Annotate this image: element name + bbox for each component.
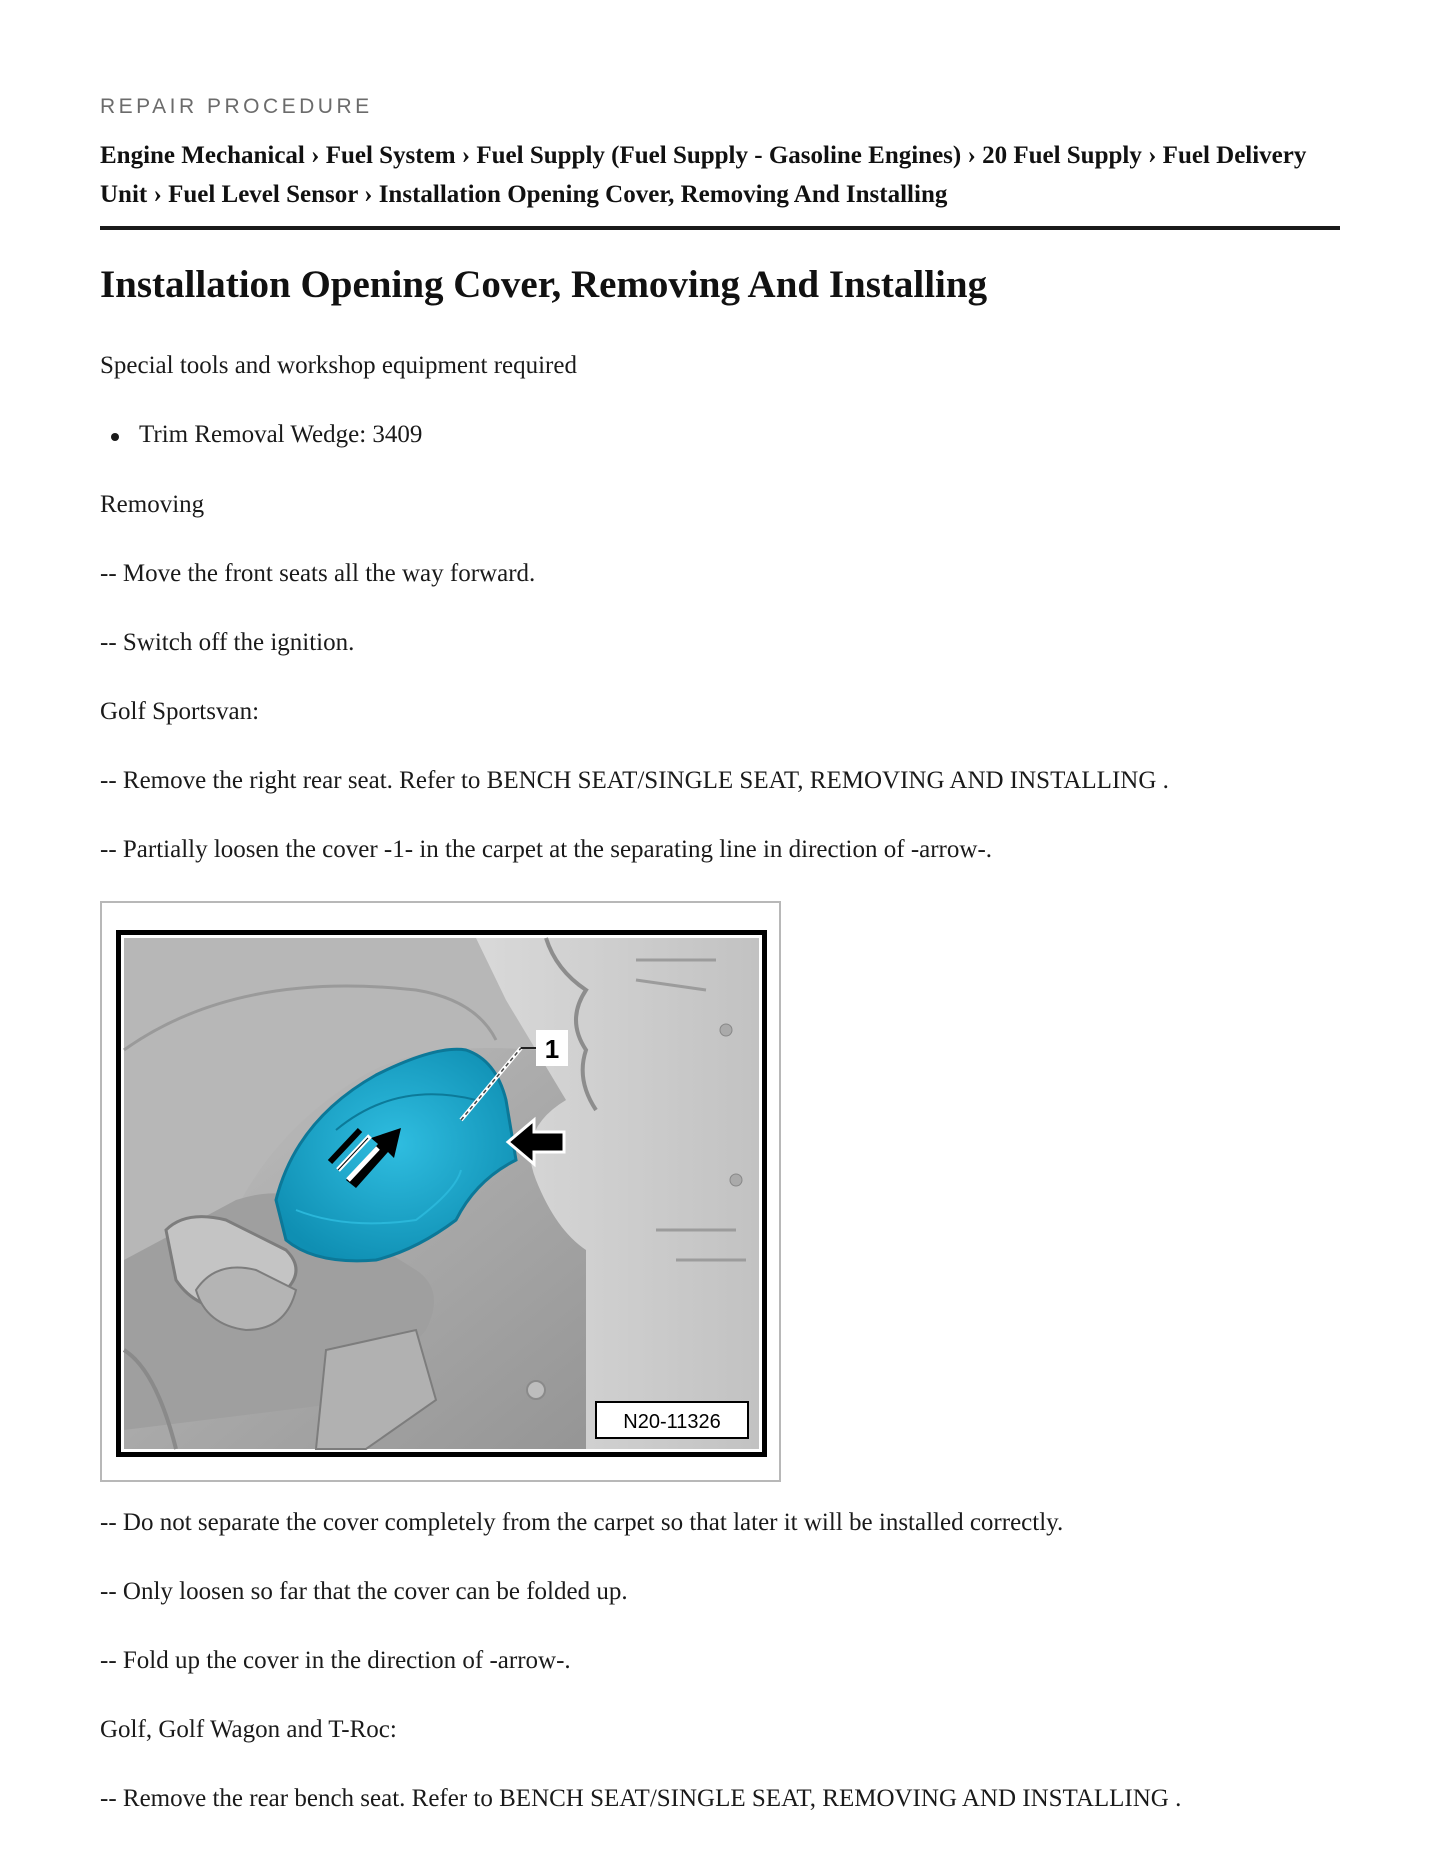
figure-code: N20-11326 (623, 1411, 721, 1433)
illustration-figure (100, 901, 781, 1482)
breadcrumb-link-fuel-system[interactable]: Fuel System (325, 142, 456, 169)
breadcrumb-link-current-page[interactable]: Installation Opening Cover, Removing And Installing (378, 181, 948, 208)
step-text: -- Do not separate the cover completely from the carpet so that later it will be installed correctly. (100, 1509, 1064, 1536)
breadcrumb-separator: › (364, 181, 379, 208)
callout-label: 1 (544, 1034, 560, 1064)
breadcrumb-link-fuel-supply[interactable]: Fuel Supply (Fuel Supply - Gasoline Engines) (476, 142, 962, 169)
step-text: -- Move the front seats all the way forward. (100, 560, 536, 587)
breadcrumb (100, 136, 1340, 214)
header-divider (100, 226, 1340, 230)
bullet-icon (111, 433, 119, 441)
removing-heading: Removing (100, 491, 205, 518)
breadcrumb-separator: › (153, 181, 169, 208)
breadcrumb-link-fuel-level-sensor[interactable]: Fuel Level Sensor (168, 181, 358, 208)
cover-illustration (116, 930, 767, 1457)
list-item (100, 421, 422, 449)
step-text: -- Remove the right rear seat. Refer to BENCH SEAT/SINGLE SEAT, REMOVING AND INSTALLING . (100, 767, 1169, 794)
intro-text: Special tools and workshop equipment required (100, 352, 577, 379)
breadcrumb-link-fuel-delivery-unit[interactable]: Fuel Delivery Unit (100, 142, 1307, 208)
breadcrumb-link-engine-mechanical[interactable]: Engine Mechanical (100, 142, 305, 169)
tool-label: Trim Removal Wedge: 3409 (139, 421, 423, 448)
golf-heading: Golf, Golf Wagon and T-Roc: (100, 1716, 397, 1743)
section-kicker: REPAIR PROCEDURE (100, 95, 373, 118)
breadcrumb-separator: › (967, 142, 983, 169)
step-text: -- Partially loosen the cover -1- in the carpet at the separating line in direction of -arrow-. (100, 836, 993, 863)
breadcrumb-separator: › (461, 142, 477, 169)
step-text: -- Fold up the cover in the direction of -arrow-. (100, 1647, 571, 1674)
step-text: -- Switch off the ignition. (100, 629, 355, 656)
tools-list (100, 421, 422, 449)
breadcrumb-separator: › (1148, 142, 1163, 169)
sportsvan-heading: Golf Sportsvan: (100, 698, 260, 725)
step-text: -- Remove the rear bench seat. Refer to BENCH SEAT/SINGLE SEAT, REMOVING AND INSTALLING . (100, 1785, 1182, 1812)
breadcrumb-link-20-fuel-supply[interactable]: 20 Fuel Supply (982, 142, 1142, 169)
page-title: Installation Opening Cover, Removing And Installing (100, 263, 988, 306)
breadcrumb-separator: › (311, 142, 326, 169)
step-text: -- Only loosen so far that the cover can be folded up. (100, 1578, 628, 1605)
